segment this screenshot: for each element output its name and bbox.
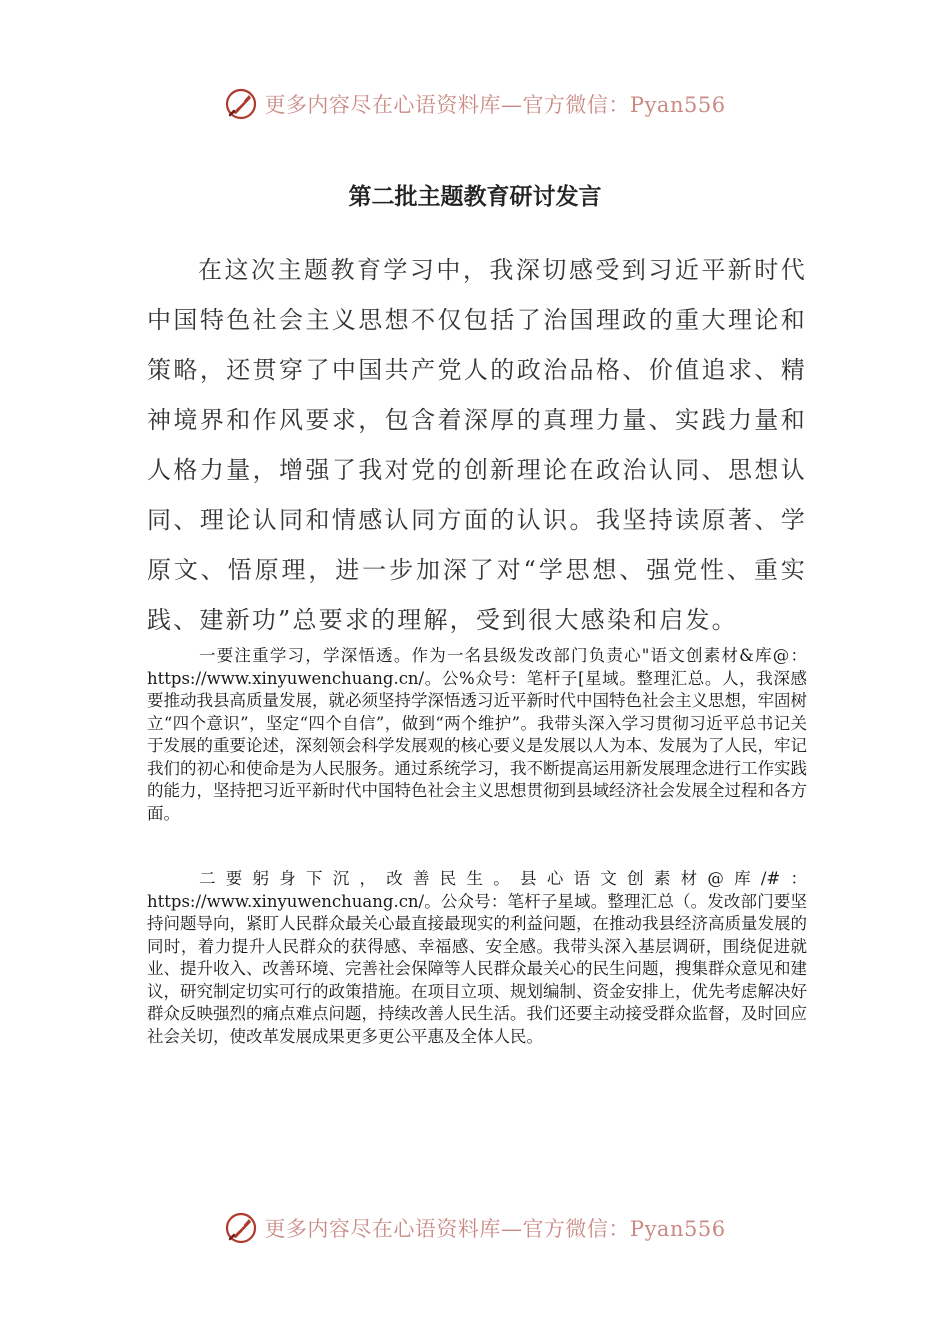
banner-text [264,1213,725,1243]
banner-wechat-text: 官方微信：Pyan556 [522,1217,726,1241]
body-paragraph-2: 二要躬身下沉，改善民生。县心语文创素材@库/#：https://www.xinyuwenchuang.cn/。公众号：笔杆子星域。整理汇总（。发改部门要坚持问题导向，紧盯人民群众最关心最直接最现实的利益问题，在推动我县经济高质量发展的同时，着力提升人民群众的获得感、幸福感、安全感。我带头深入基层调研，围绕促进就业、提升收入、改善环境、完善社会保障等人民群众最关心的民生问题，搜集群众意见和建议，研究制定切实可行的政策措施。在项目立项、规划编制、资金安排上，优先考虑解决好群众反映强烈的痛点难点问题，持续改善人民生活。我们还要主动接受群众监督，及时回应社会关切，使改革发展成果更多更公平惠及全体人民。 [147,869,807,1046]
body-paragraph-1: 一要注重学习，学深悟透。作为一名县级发改部门负责心"语文创素材&库@：https://www.xinyuwenchuang.cn/。公%众号：笔杆子[星域。整理汇总。人，我深感要推动我县高质量发展，就必须坚持学深悟透习近平新时代中国特色社会主义思想，牢固树立“四个意识”，坚定“四个自信”，做到“两个维护”。我带头深入学习贯彻习近平总书记关于发展的重要论述，深刻领会科学发展观的核心要义是发展以人为本、发展为了人民，牢记我们的初心和使命是为人民服务。通过系统学习，我不断提高运用新发展理念进行工作实践的能力，坚持把习近平新时代中国特色社会主义思想贯彻到县域经济社会发展全过程和各方面。 [147,646,807,823]
banner-text [264,89,725,119]
quill-logo-icon [224,1211,258,1245]
banner-wechat-text: 官方微信：Pyan556 [522,93,726,117]
banner-separator: — [500,1217,523,1241]
footer-banner [0,1208,950,1248]
banner-site-text: 更多内容尽在心语资料库 [264,1217,501,1241]
header-banner [0,84,950,124]
lead-paragraph: 在这次主题教育学习中，我深切感受到习近平新时代中国特色社会主义思想不仅包括了治国理政的重大理论和策略，还贯穿了中国共产党人的政治品格、价值追求、精神境界和作风要求，包含着深厚的真理力量、实践力量和人格力量，增强了我对党的创新理论在政治认同、思想认同、理论认同和情感认同方面的认识。我坚持读原著、学原文、悟原理，进一步加深了对“学思想、强党性、重实践、建新功”总要求的理解，受到很大感染和启发。 [147,256,807,634]
quill-logo-icon [224,87,258,121]
banner-separator: — [500,93,523,117]
document-title: 第二批主题教育研讨发言 [348,184,602,210]
banner-site-text: 更多内容尽在心语资料库 [264,93,501,117]
